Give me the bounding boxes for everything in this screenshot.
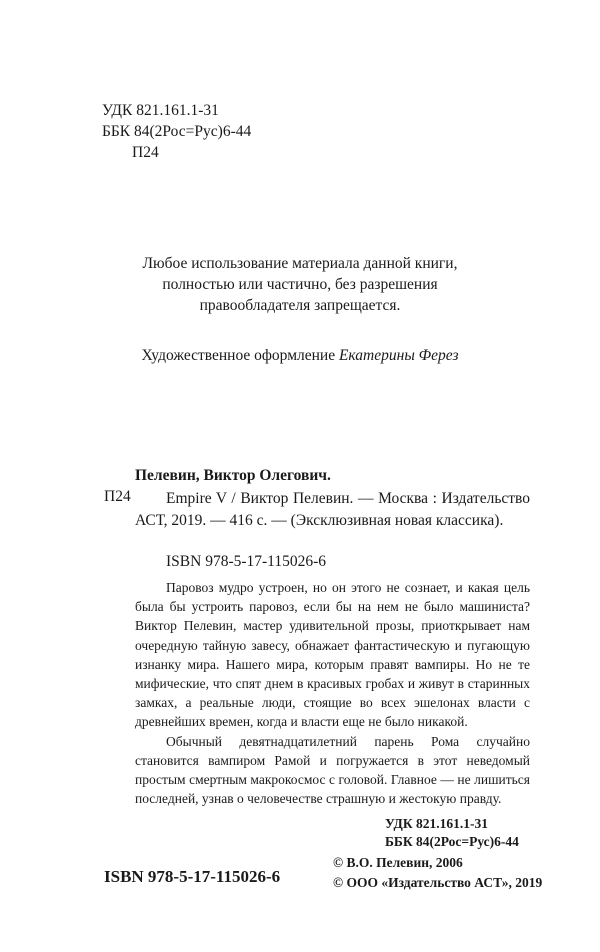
record-author: Пелевин, Виктор Олегович. — [135, 467, 331, 484]
design-credit — [60, 347, 540, 365]
notice-line-1: Любое использование материала данной книги, — [142, 255, 458, 272]
annotation-paragraph-1: Паровоз мудро устроен, но он этого не сознает, и какая цель была бы устроить паровоз, если бы на нем не было машиниста? Виктор Пелевин, мастер удивительной прозы, приоткрывает нам очередную тайную завесу, обнажает фантастическую и пугающую изнанку мира. Нашего мира, которым правят вампиры. Но не те мифические, что спят днем в красивых гробах и живут в старинных замках, а реальные люди, стоящие во всех эшелонах власти с древнейших времен, когда и власти еще не было никакой. — [135, 580, 530, 730]
author-mark: П24 — [132, 144, 159, 161]
design-credit-artist: Екатерины Ферез — [338, 347, 459, 364]
footer-bbk: ББК 84(2Рос=Рус)6-44 — [385, 834, 519, 849]
copyright-lines — [333, 853, 542, 893]
record-description — [135, 488, 530, 531]
footer-codes — [385, 815, 519, 851]
notice-line-3: правообладателя запрещается. — [199, 297, 401, 314]
copyright-publisher: © ООО «Издательство АСТ», 2019 — [333, 875, 543, 890]
record-mark: П24 — [104, 488, 131, 505]
footer-udk: УДК 821.161.1-31 — [385, 816, 488, 831]
annotation-paragraph-2: Обычный девятнадцатилетний парень Рома случайно становится вампиром Рамой и погружается в этот неведомый простым смертным макрокосмос с головой. Главное — не лишиться последней, узнав о человечестве страшную и жестокую правду. — [135, 733, 530, 807]
bbk-code: ББК 84(2Рос=Рус)6-44 — [102, 123, 252, 140]
classification-codes — [102, 100, 251, 163]
record-description-text: Empire V / Виктор Пелевин. — Москва : Издательство АСТ, 2019. — 416 с. — (Эксклюзивная новая классика). — [135, 490, 530, 529]
copyright-author: © В.О. Пелевин, 2006 — [333, 855, 463, 870]
udk-code: УДК 821.161.1-31 — [102, 102, 219, 119]
record-isbn: ISBN 978-5-17-115026-6 — [166, 553, 327, 570]
footer-isbn: ISBN 978-5-17-115026-6 — [104, 867, 281, 886]
copyright-notice — [60, 253, 540, 316]
annotation — [135, 578, 530, 808]
notice-line-2: полностью или частично, без разрешения — [162, 276, 438, 293]
design-credit-prefix: Художественное оформление — [141, 347, 339, 364]
